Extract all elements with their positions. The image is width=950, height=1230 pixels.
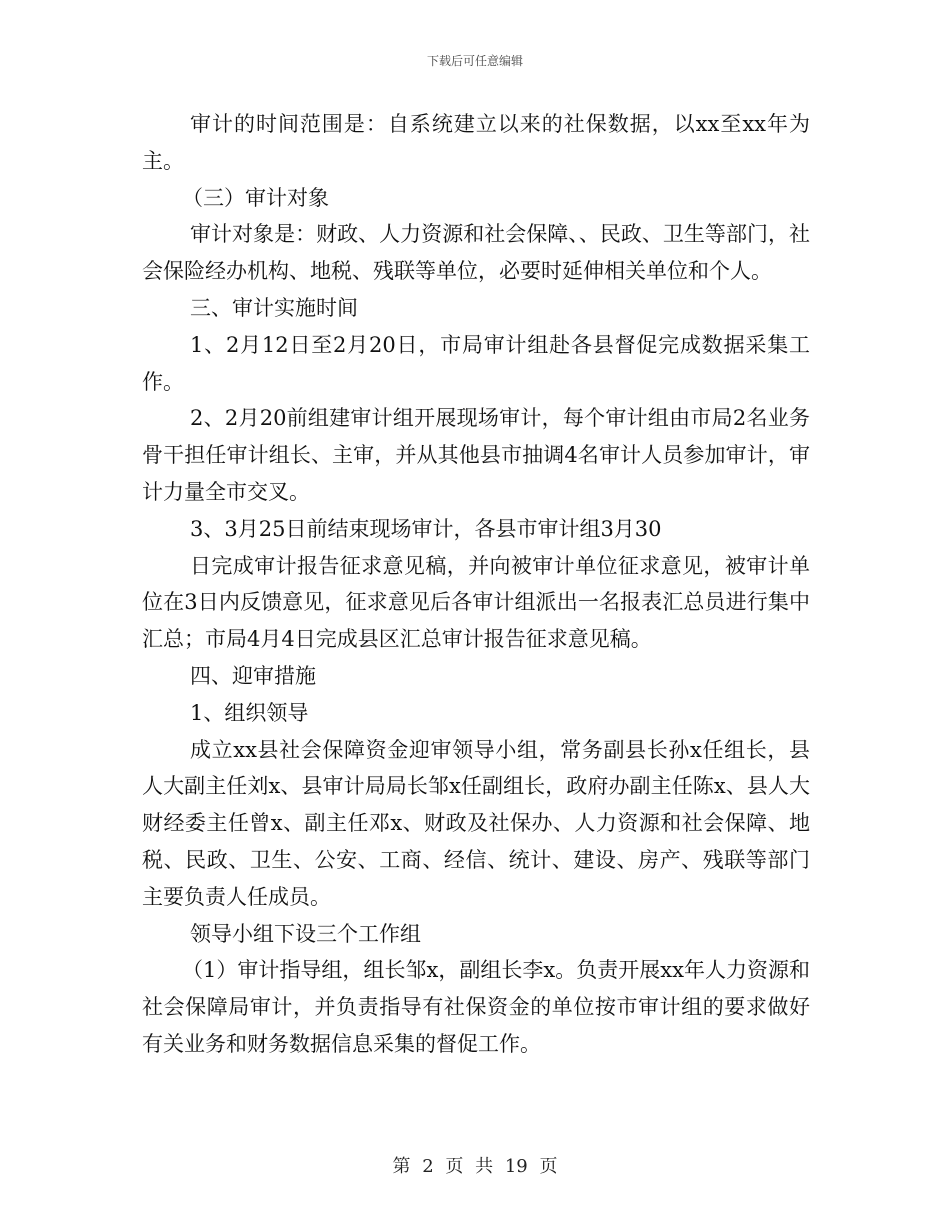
paragraph-schedule-2: 2、2月20前组建审计组开展现场审计，每个审计组由市局2名业务骨干担任审计组长、主审，并从其他县市抽调4名审计人员参加审计，审计力量全市交叉。 [142, 406, 810, 504]
heading-audit-target: （三）审计对象 [182, 185, 329, 210]
heading-implementation-time: 三、审计实施时间 [190, 295, 358, 320]
page-header: 下载后可任意编辑 [426, 54, 523, 68]
paragraph-guidance-group: （1）审计指导组，组长邹x，副组长李x。负责开展xx年人力资源和社会保障局审计，并负责指导有社保资金的单位按市审计组的要求做好有关业务和财务数据信息采集的督促工作。 [142, 958, 810, 1056]
heading-audit-measures: 四、迎审措施 [190, 663, 316, 688]
document-body [142, 106, 810, 1063]
paragraph-schedule-3: 3、3月25日前结束现场审计，各县市审计组3月30 [190, 516, 662, 541]
page-footer-page-number: 第 2 页 共 19 页 [392, 1156, 558, 1177]
paragraph-working-groups: 领导小组下设三个工作组 [190, 921, 421, 946]
paragraph-leadership-group: 成立xx县社会保障资金迎审领导小组，常务副县长孙x任组长，县人大副主任刘x、县审计局局长邹x任副组长，政府办副主任陈x、县人大财经委主任曾x、副主任邓x、财政及社保办、人力资源和社会保障、地税、民政、卫生、公安、工商、经信、统计、建设、房产、残联等部门主要负责人任成员。 [142, 737, 810, 909]
paragraph-audit-time-range: 审计的时间范围是：自系统建立以来的社保数据，以xx至xx年为主。 [142, 112, 810, 173]
paragraph-schedule-3-continued: 日完成审计报告征求意见稿，并向被审计单位征求意见，被审计单位在3日内反馈意见，征求意见后各审计组派出一名报表汇总员进行集中汇总；市局4月4日完成县区汇总审计报告征求意见稿。 [142, 553, 810, 652]
heading-leadership: 1、组织领导 [190, 700, 309, 725]
paragraph-schedule-1: 1、2月12日至2月20日，市局审计组赴各县督促完成数据采集工作。 [142, 332, 810, 394]
paragraph-audit-target: 审计对象是：财政、人力资源和社会保障、、民政、卫生等部门，社会保险经办机构、地税、残联等单位，必要时延伸相关单位和个人。 [142, 222, 810, 284]
